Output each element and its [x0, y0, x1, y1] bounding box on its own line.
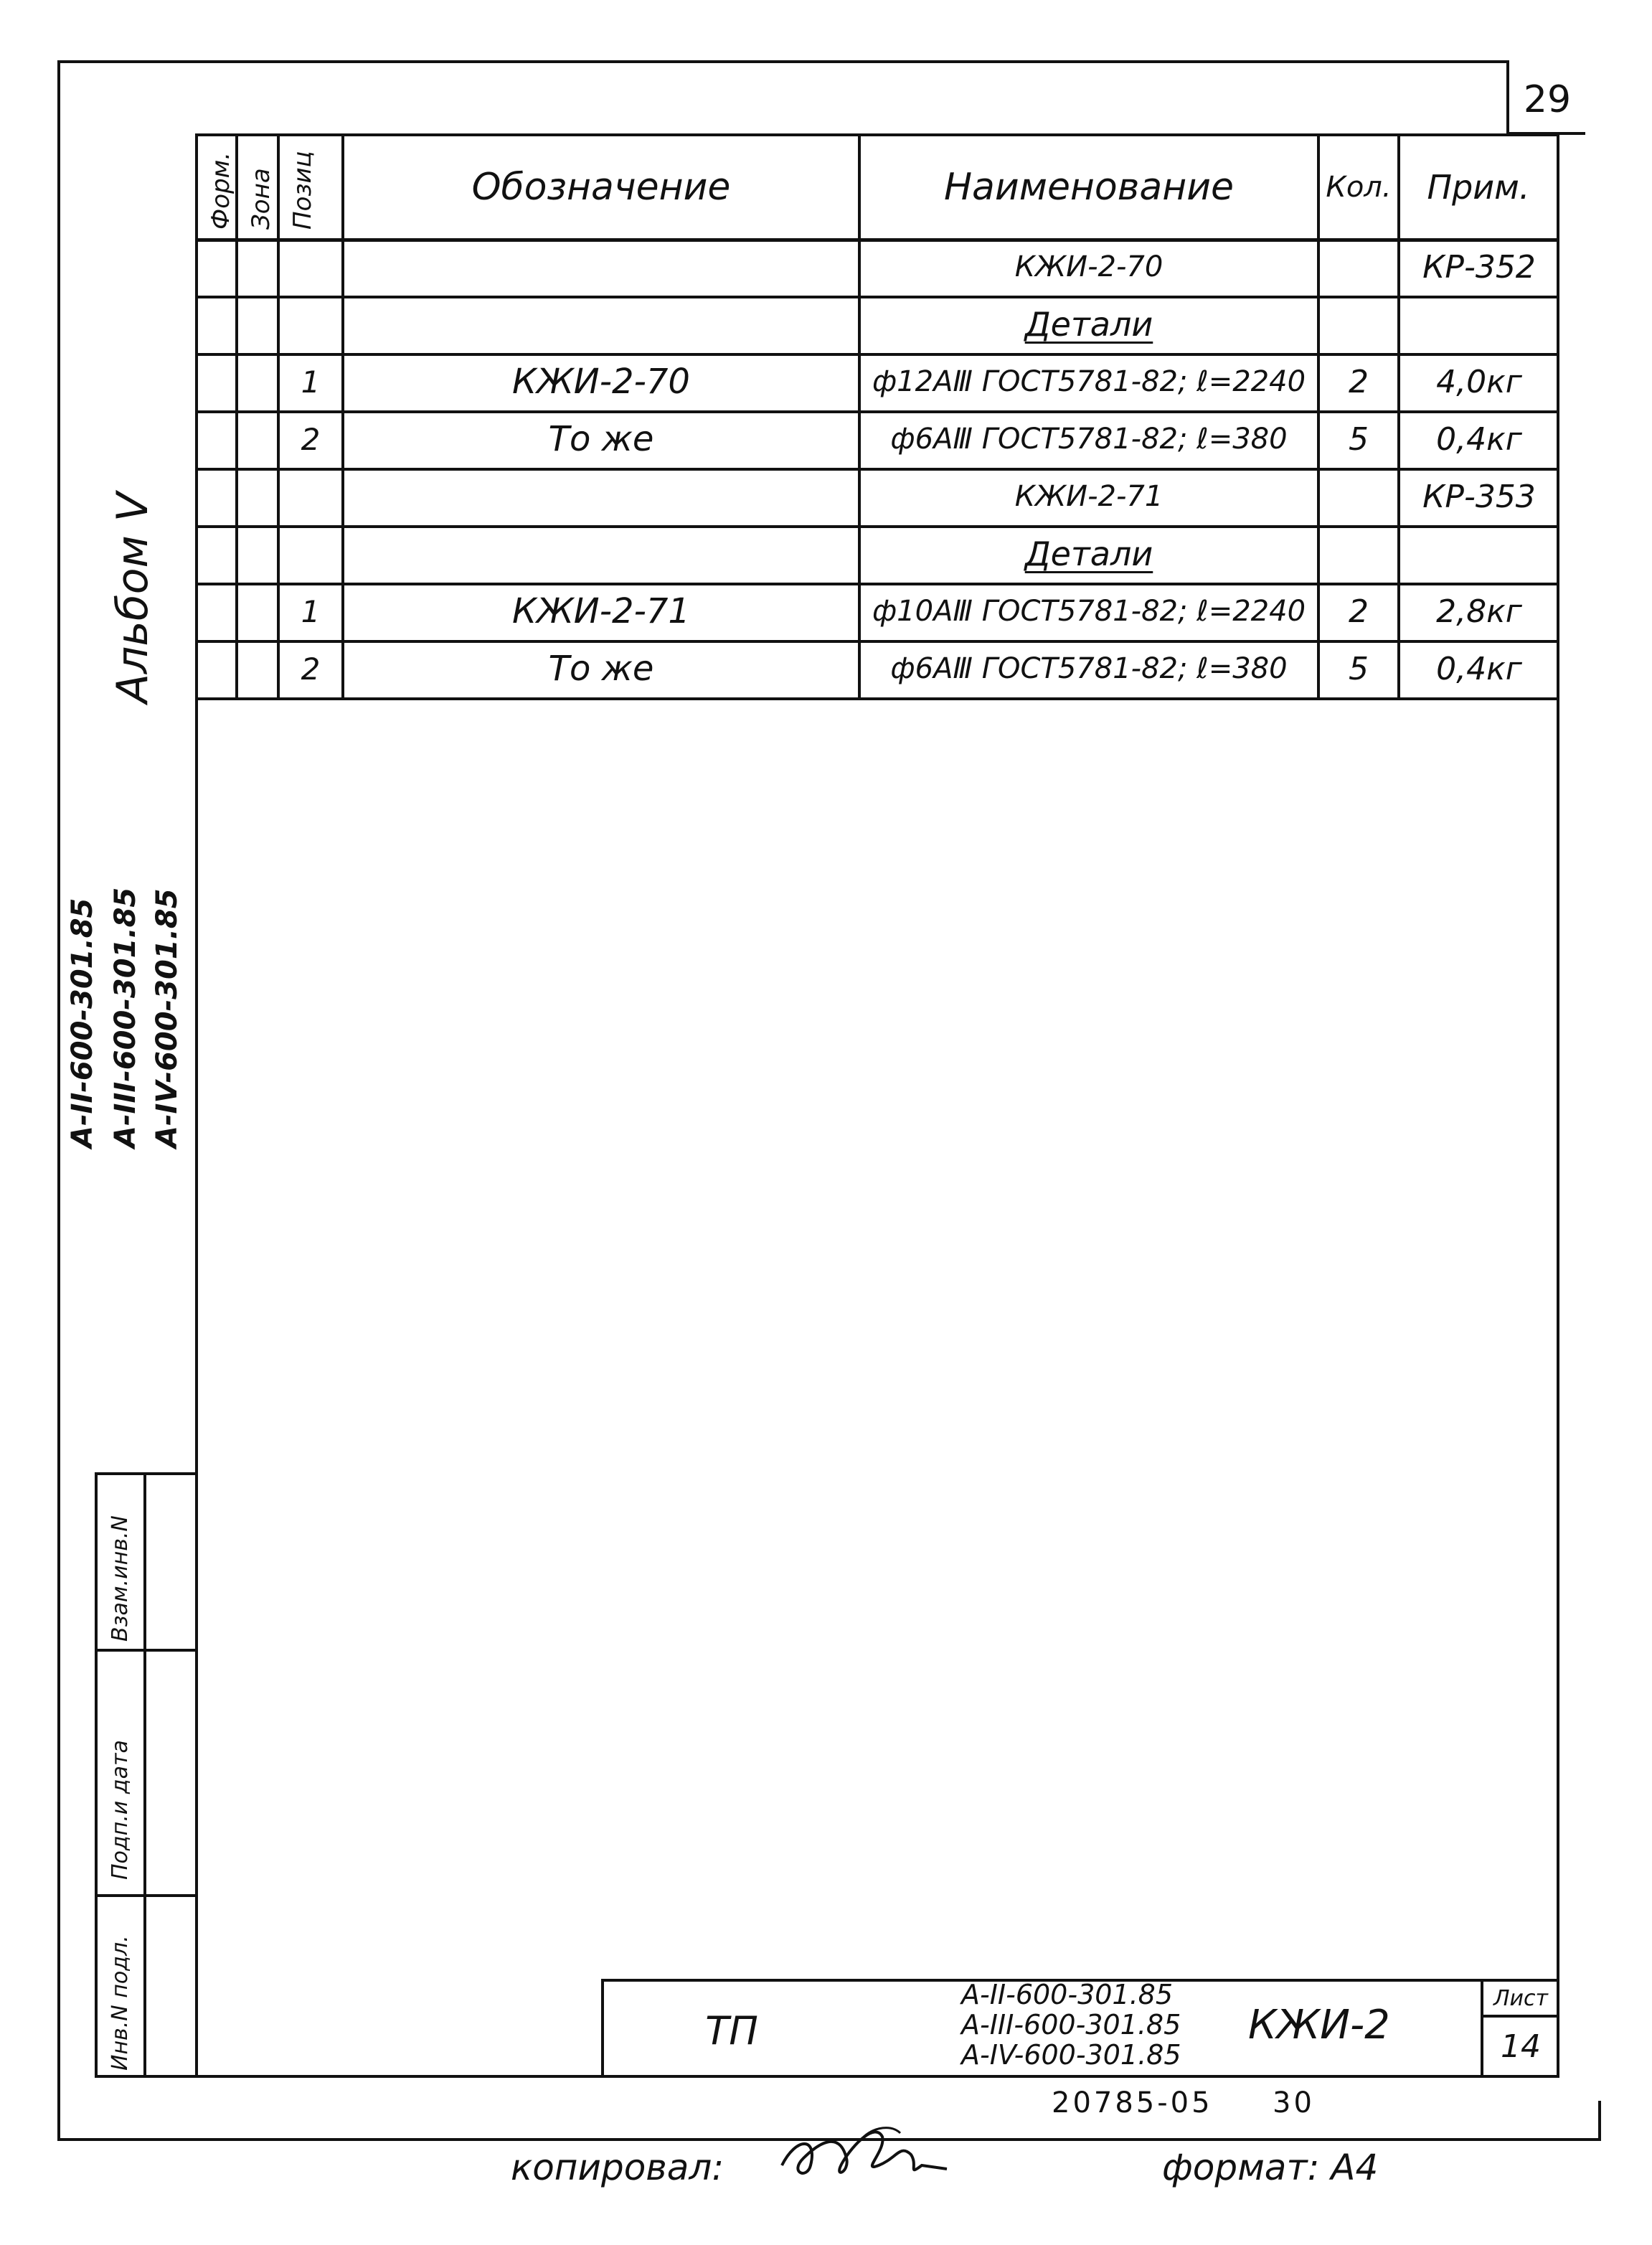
- row-qty: [1320, 525, 1397, 583]
- row-name: КЖИ-2-71: [1014, 480, 1164, 513]
- title-code-3: А-IV-600-301.85: [961, 2039, 1181, 2071]
- row-qty: 2: [1349, 363, 1369, 400]
- header-note: Прим.: [1427, 168, 1530, 207]
- header-zone: Зона: [247, 168, 275, 230]
- table-row-line: [195, 640, 1559, 643]
- row-note: [1400, 296, 1558, 353]
- copier-signature: [775, 2115, 976, 2194]
- row-qty: 2: [1349, 593, 1369, 630]
- row-position: 1: [301, 593, 321, 629]
- row-qty: [1320, 468, 1397, 525]
- header-qty: Кол.: [1326, 171, 1392, 204]
- footer-page: 30: [1273, 2086, 1315, 2119]
- stamp-div1: [95, 1649, 197, 1652]
- album-label: Альбом V: [108, 492, 158, 703]
- table-column-line: [277, 133, 280, 700]
- table-column-line: [1397, 133, 1400, 700]
- row-name: Детали: [1024, 535, 1153, 573]
- format-label: формат: А4: [1162, 2147, 1379, 2188]
- row-qty: [1320, 238, 1397, 296]
- row-designation: То же: [548, 649, 654, 689]
- stamp-left: [95, 1472, 98, 2078]
- row-note: [1400, 525, 1558, 583]
- table-row-line: [195, 525, 1559, 528]
- row-name: ф6АⅢ ГОСТ5781-82; ℓ=380: [890, 652, 1288, 685]
- row-note: КР-352: [1422, 248, 1536, 286]
- row-position: 2: [301, 421, 321, 457]
- inner-frame-bottom: [95, 2075, 1559, 2078]
- row-designation: КЖИ-2-71: [512, 591, 690, 631]
- table-column-line: [1317, 133, 1320, 700]
- row-position: [280, 468, 341, 525]
- row-qty: 5: [1349, 650, 1369, 687]
- table-row-line: [195, 468, 1559, 471]
- stamp-signature-date: Подп.и дата: [108, 1740, 133, 1880]
- sheet-label: Лист: [1493, 1985, 1549, 2011]
- table-row-line: [195, 583, 1559, 585]
- table-column-line: [235, 133, 238, 700]
- title-code-1: А-II-600-301.85: [961, 1979, 1174, 2010]
- title-tp: ТП: [705, 2008, 758, 2053]
- frame-top: [57, 60, 1509, 63]
- copied-label: копировал:: [511, 2147, 724, 2188]
- row-name: ф10АⅢ ГОСТ5781-82; ℓ=2240: [872, 595, 1306, 628]
- header-form: Форм.: [207, 151, 235, 230]
- table-row-line: [195, 353, 1559, 356]
- header-position: Позиц: [288, 151, 317, 230]
- row-position: [280, 238, 341, 296]
- row-designation: [344, 296, 858, 353]
- row-note: 0,4кг: [1436, 420, 1522, 458]
- frame-right-stub: [1598, 2101, 1601, 2141]
- stamp-div2: [95, 1894, 197, 1897]
- table-column-line: [341, 133, 344, 700]
- stamp-mid: [143, 1472, 146, 2078]
- table-top-line: [195, 133, 1559, 136]
- table-row-line: [195, 697, 1559, 700]
- table-column-line: [858, 133, 861, 700]
- row-name: Детали: [1024, 305, 1153, 344]
- row-note: 2,8кг: [1436, 593, 1522, 630]
- row-position: [280, 525, 341, 583]
- row-note: 0,4кг: [1436, 650, 1522, 687]
- order-number: 20785-05: [1052, 2086, 1213, 2119]
- row-name: ф12АⅢ ГОСТ5781-82; ℓ=2240: [872, 365, 1306, 398]
- row-position: 1: [301, 364, 321, 400]
- row-qty: 5: [1349, 420, 1369, 458]
- row-designation: [344, 468, 858, 525]
- table-header-line: [195, 238, 1559, 242]
- stamp-top: [95, 1472, 197, 1475]
- row-designation: [344, 525, 858, 583]
- table-row-line: [195, 296, 1559, 298]
- row-designation: КЖИ-2-70: [512, 362, 690, 402]
- row-designation: То же: [548, 419, 654, 459]
- header-designation: Обозначение: [471, 166, 731, 209]
- stamp-replace-inv: Взам.инв.N: [108, 1515, 133, 1642]
- title-block-left: [601, 1979, 604, 2078]
- side-code-3: А-IV-600-301.85: [151, 888, 184, 1148]
- side-code-2: А-III-600-301.85: [109, 887, 142, 1148]
- page-number: 29: [1523, 78, 1572, 121]
- row-position: 2: [301, 651, 321, 687]
- sheet-number: 14: [1501, 2028, 1541, 2065]
- table-row-line: [195, 410, 1559, 413]
- row-name: ф6АⅢ ГОСТ5781-82; ℓ=380: [890, 423, 1288, 456]
- header-name: Наименование: [943, 166, 1235, 209]
- row-name: КЖИ-2-70: [1014, 250, 1164, 283]
- row-position: [280, 296, 341, 353]
- title-doc: КЖИ-2: [1248, 2002, 1390, 2048]
- side-code-1: А-II-600-301.85: [66, 898, 99, 1148]
- frame-left: [57, 60, 60, 2141]
- row-qty: [1320, 296, 1397, 353]
- title-code-2: А-III-600-301.85: [961, 2009, 1181, 2041]
- row-designation: [344, 238, 858, 296]
- row-note: КР-353: [1422, 478, 1536, 515]
- stamp-original-inv: Инв.N подл.: [108, 1935, 133, 2071]
- row-note: 4,0кг: [1436, 363, 1522, 400]
